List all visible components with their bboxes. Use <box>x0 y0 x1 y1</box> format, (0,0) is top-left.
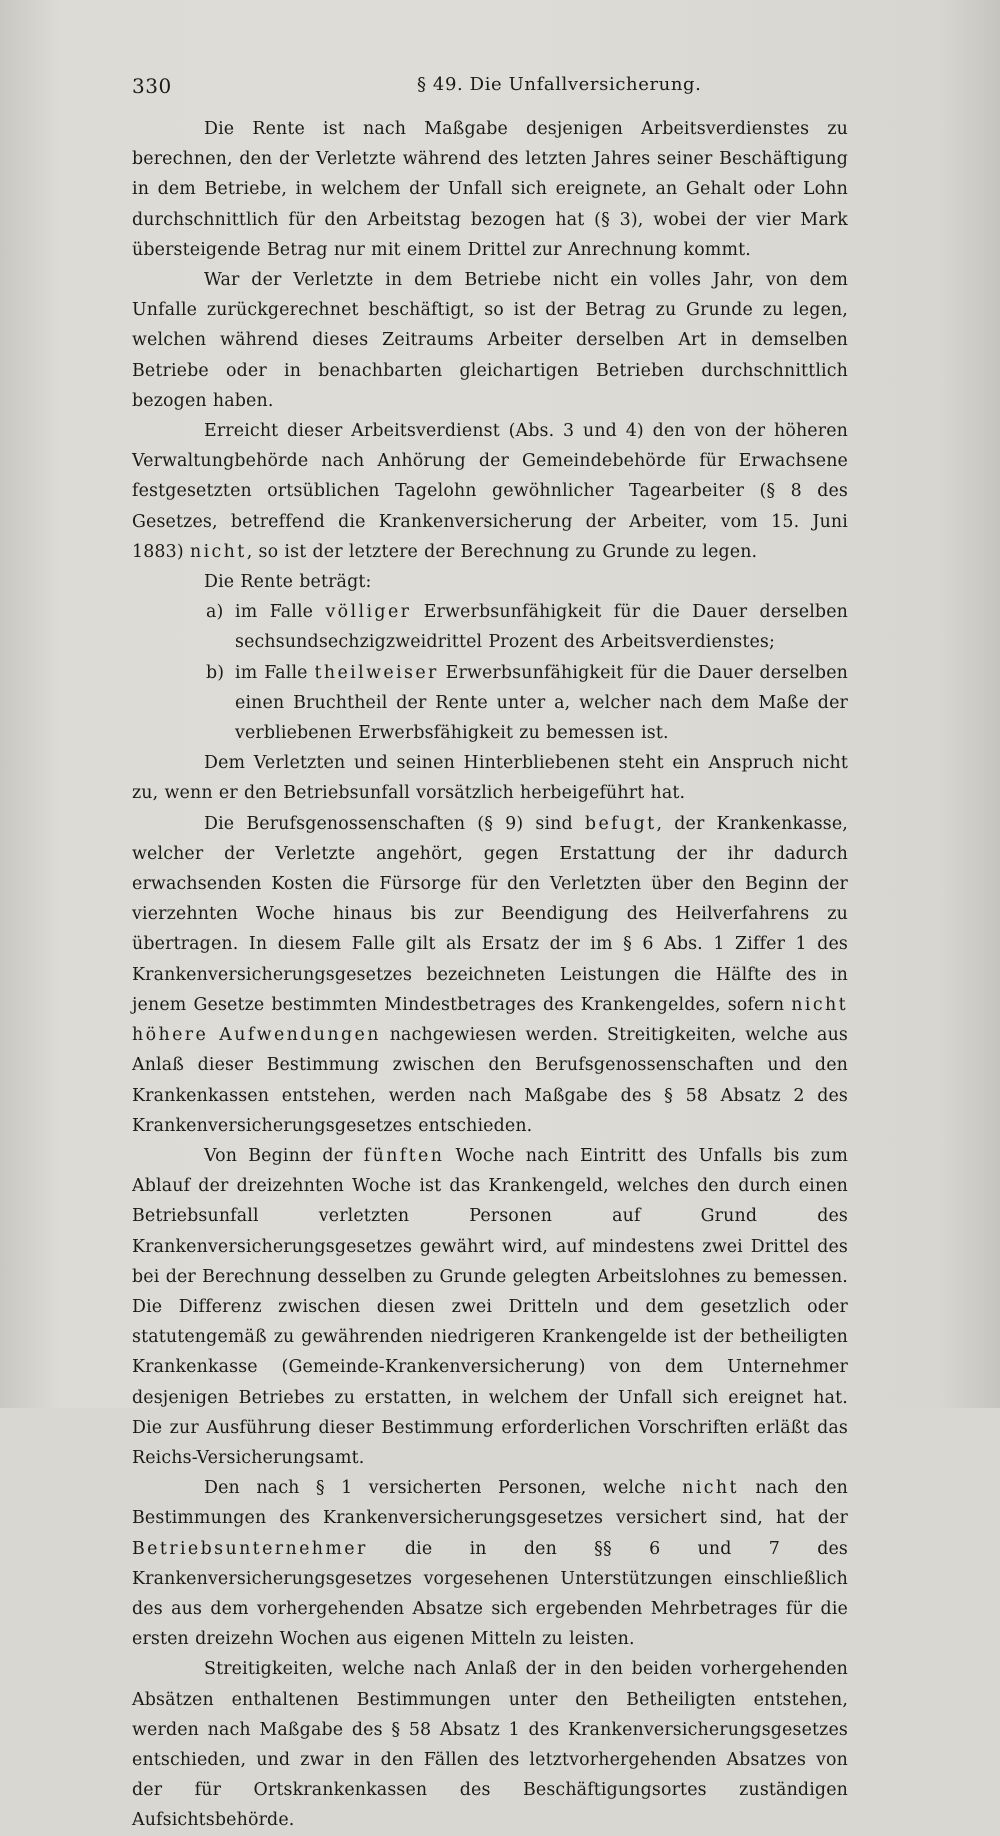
emphasized-text: nicht höhere Aufwendungen <box>132 994 848 1046</box>
text-run: Den nach § 1 versicherten Personen, welche <box>204 1478 683 1499</box>
emphasized-text: Betriebsunternehmer <box>132 1538 368 1559</box>
emphasized-text: theilweiser <box>314 662 439 683</box>
list-item <box>132 658 848 749</box>
text-run: Woche nach Eintritt des Unfalls bis zum Ablauf der dreizehnten Woche ist das Krankengeld, welches den durch einen Betriebsunfall verletzten Personen auf Grund des Krankenversicherungsgesetzes gewährt wird, auf mindestens zwei Drittel des bei der Berechnung desselben zu Grunde gelegten Arbeitslohnes zu bemessen. Die Differenz zwischen diesen zwei Dritteln und dem gesetzlich oder statutengemäß zu gewährenden niedrigeren Krankengelde ist der betheiligten Krankenkasse (Gemeinde-Krankenversicherung) von dem Unternehmer desjenigen Betriebes zu erstatten, in welchem der Unfall sich ereignet hat. Die zur Ausführung dieser Bestimmung erforderlichen Vorschriften erläßt das Reichs-Versicherungsamt. <box>132 1145 848 1468</box>
list-item <box>132 597 848 657</box>
paragraph <box>132 748 848 808</box>
paragraph <box>132 567 848 597</box>
emphasized-text: fünften <box>363 1145 445 1166</box>
emphasized-text: nicht <box>189 541 247 562</box>
text-run: im Falle <box>235 602 326 623</box>
text-run: Dem Verletzten und seinen Hinterbliebenen steht ein Anspruch nicht zu, wenn er den Betriebsunfall vorsätzlich herbeigeführt hat. <box>132 753 848 804</box>
text-run: Erreicht dieser Arbeitsverdienst (Abs. 3 und 4) den von der höheren Verwaltungbehörde nach Anhörung der Gemeindebehörde für Erwachsene festgesetzten ortsüblichen Tagelohn gewöhnlicher Tagearbeiter (§ 8 des Gesetzes, betreffend die Krankenversicherung der Arbeiter, vom 15. Juni 1883) <box>132 421 848 562</box>
paragraph <box>132 265 848 416</box>
page-number: 330 <box>132 74 172 98</box>
text-run: Die Rente beträgt: <box>204 572 372 593</box>
running-head: § 49. Die Unfallversicherung. <box>417 74 702 95</box>
paragraph <box>132 1473 848 1654</box>
paragraph <box>132 1141 848 1473</box>
emphasized-text: befugt <box>584 813 657 834</box>
text-run: nachgewiesen werden. Streitigkeiten, welche aus Anlaß dieser Bestimmung zwischen den Berufsgenossenschaften und den Krankenkassen entstehen, werden nach Maßgabe des § 58 Absatz 2 des Krankenversicherungsgesetzes entschieden. <box>132 1025 848 1136</box>
body-text <box>132 114 848 1836</box>
paragraph <box>132 416 848 567</box>
text-run: Streitigkeiten, welche nach Anlaß der in den beiden vorhergehenden Absätzen enthaltenen Bestimmungen unter den Betheiligten entstehen, werden nach Maßgabe des § 58 Absatz 1 des Krankenversicherungsgesetzes entschieden, und zwar in den Fällen des letztvorhergehenden Absatzes von der für Ortskrankenkassen des Beschäftigungsortes zuständigen Aufsichtsbehörde. <box>132 1659 848 1831</box>
text-run: die in den §§ 6 und 7 des Krankenversicherungsgesetzes vorgesehenen Unterstützungen einschließlich des aus dem vorhergehenden Absatze sich ergebenden Mehrbetrages für die ersten dreizehn Wochen aus eigenen Mitteln zu leisten. <box>132 1538 848 1650</box>
text-run: , der Krankenkasse, welcher der Verletzte angehört, gegen Erstattung der ihr dadurch erwachsenden Kosten die Fürsorge für den Verletzten über den Beginn der vierzehnten Woche hinaus bis zur Beendigung des Heilverfahrens zu übertragen. In diesem Falle gilt als Ersatz der im § 6 Abs. 1 Ziffer 1 des Krankenversicherungsgesetzes bezeichneten Leistungen die Hälfte des in jenem Gesetze bestimmten Mindestbetrages des Krankengeldes, sofern <box>132 813 848 1015</box>
page-header <box>132 66 848 106</box>
text-run: Die Rente ist nach Maßgabe desjenigen Arbeitsverdienstes zu berechnen, den der Verletzte während des letzten Jahres seiner Beschäftigung in dem Betriebe, in welchem der Unfall sich ereignete, an Gehalt oder Lohn durchschnittlich für den Arbeitstag bezogen hat (§ 3), wobei der vier Mark übersteigende Betrag nur mit einem Drittel zur Anrechnung kommt. <box>132 119 848 260</box>
text-run: nach den Bestimmungen des Krankenversicherungsgesetzes versichert sind, hat der <box>132 1478 848 1529</box>
text-run: Von Beginn der <box>204 1145 364 1166</box>
text-run: , so ist der letztere der Berechnung zu Grunde zu legen. <box>246 541 758 562</box>
text-run: Die Berufsgenossenschaften (§ 9) sind <box>204 813 585 834</box>
paragraph <box>132 809 848 1141</box>
list-marker: a) <box>206 602 224 623</box>
paragraph <box>132 114 848 265</box>
text-run: im Falle <box>235 662 315 683</box>
emphasized-text: nicht <box>682 1478 739 1499</box>
paragraph <box>132 1654 848 1835</box>
text-run: War der Verletzte in dem Betriebe nicht ein volles Jahr, von dem Unfalle zurückgerechnet beschäftigt, so ist der Betrag zu Grunde zu legen, welchen während dieses Zeitraums Arbeiter derselben Art in demselben Betriebe oder in benachbarten gleichartigen Betrieben durchschnittlich bezogen haben. <box>132 270 848 411</box>
text-run: Erwerbsunfähigkeit für die Dauer derselben einen Bruchtheil der Rente unter a, welcher nach dem Maße der verbliebenen Erwerbsfähigkeit zu bemessen ist. <box>235 662 848 744</box>
emphasized-text: völliger <box>325 602 412 623</box>
text-run: Erwerbsunfähigkeit für die Dauer derselben sechsundsechzigzweidrittel Prozent des Arbeitsverdienstes; <box>235 602 848 653</box>
list-marker: b) <box>206 662 225 683</box>
